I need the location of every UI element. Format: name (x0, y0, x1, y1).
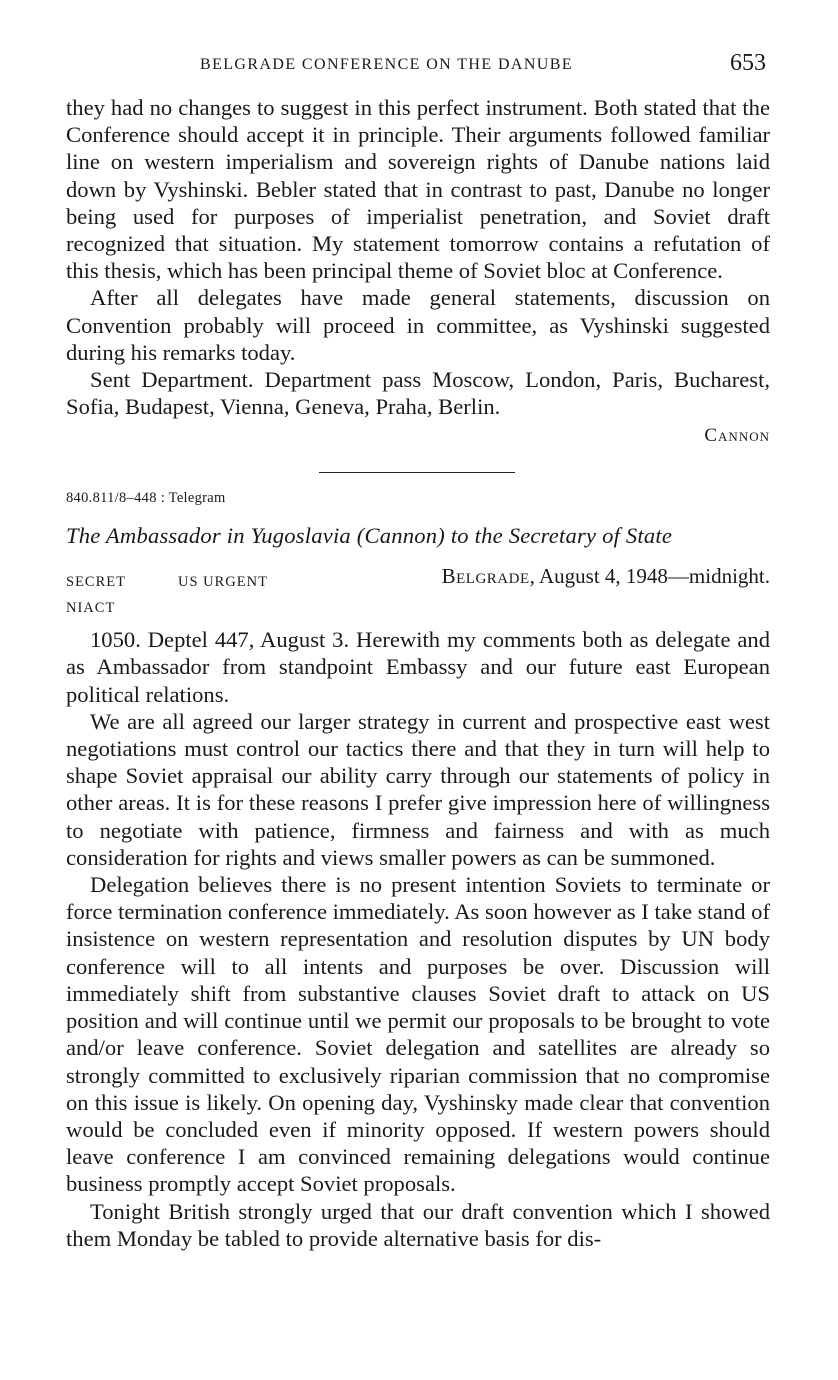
running-head (66, 50, 768, 84)
continued-paragraph-1: they had no changes to suggest in this perfect instrument. Both stated that the Conference should accept it in principle. Their arguments followed familiar line on western imperialism and sovereign rights of Danube nations laid down by Vyshinski. Bebler stated that in contrast to past, Danube no longer being used for purposes of imperialist penetration, and Soviet draft recognized that situation. My statement tomorrow contains a refutation of this thesis, which has been principal theme of Soviet bloc at Conference. (66, 95, 770, 284)
file-reference: 840.811/8–448 : Telegram (66, 489, 226, 506)
section-divider (319, 472, 515, 473)
running-title: BELGRADE CONFERENCE ON THE DANUBE (200, 56, 574, 73)
page-number: 653 (730, 50, 766, 76)
telegram-paragraph-4: Tonight British strongly urged that our draft convention which I showed them Monday be tabled to provide alternative basis for dis- (66, 1198, 770, 1251)
niact-label: NIACT (66, 600, 116, 617)
signature: Cannon (704, 425, 770, 447)
telegram-paragraph-2: We are all agreed our larger strategy in current and prospective east west negotiations must control our tactics there and that they in turn will help to shape Soviet appraisal our ability carry through our statements of policy in other areas. It is for these reasons I prefer give impression here of willingness to negotiate with patience, firmness and fairness and with as much consideration for rights and views smaller powers as can be summoned. (66, 708, 770, 870)
classification-label: SECRET (66, 574, 126, 591)
dateline-date: , August 4, 1948—midnight. (529, 564, 770, 589)
continued-paragraph-3: Sent Department. Department pass Moscow, London, Paris, Bucharest, Sofia, Budapest, Vienna, Geneva, Praha, Berlin. (66, 367, 770, 420)
page-body (66, 94, 770, 1252)
telegram-paragraph-1: 1050. Deptel 447, August 3. Herewith my comments both as delegate and as Ambassador from standpoint Embassy and our future east European political relations. (66, 627, 770, 707)
telegram-paragraph-3: Delegation believes there is no present intention Soviets to terminate or force termination conference immediately. As soon however as I take stand of insistence on western representation and resolution disputes by UN body conference will to all intents and purposes be over. Discussion will immediately shift from substantive clauses Soviet draft to attack on US position and will continue until we permit our proposals to be brought to vote and/or leave conference. Soviet delegation and satellites are already so strongly committed to exclusively riparian commission that no compromise on this issue is likely. On opening day, Vyshinsky made clear that convention would be concluded even if minority opposed. If western powers should leave conference I am convinced remaining delegations would continue business promptly accept Soviet proposals. (66, 872, 770, 1197)
priority-label: US URGENT (178, 574, 268, 591)
dateline-city: Belgrade (441, 564, 530, 589)
telegram-title: The Ambassador in Yugoslavia (Cannon) to the Secretary of State (66, 522, 673, 548)
dateline (442, 563, 770, 590)
telegram-meta (66, 563, 770, 593)
continued-paragraph-2: After all delegates have made general statements, discussion on Convention probably will proceed in committee, as Vyshinski suggested during his remarks today. (66, 285, 770, 365)
